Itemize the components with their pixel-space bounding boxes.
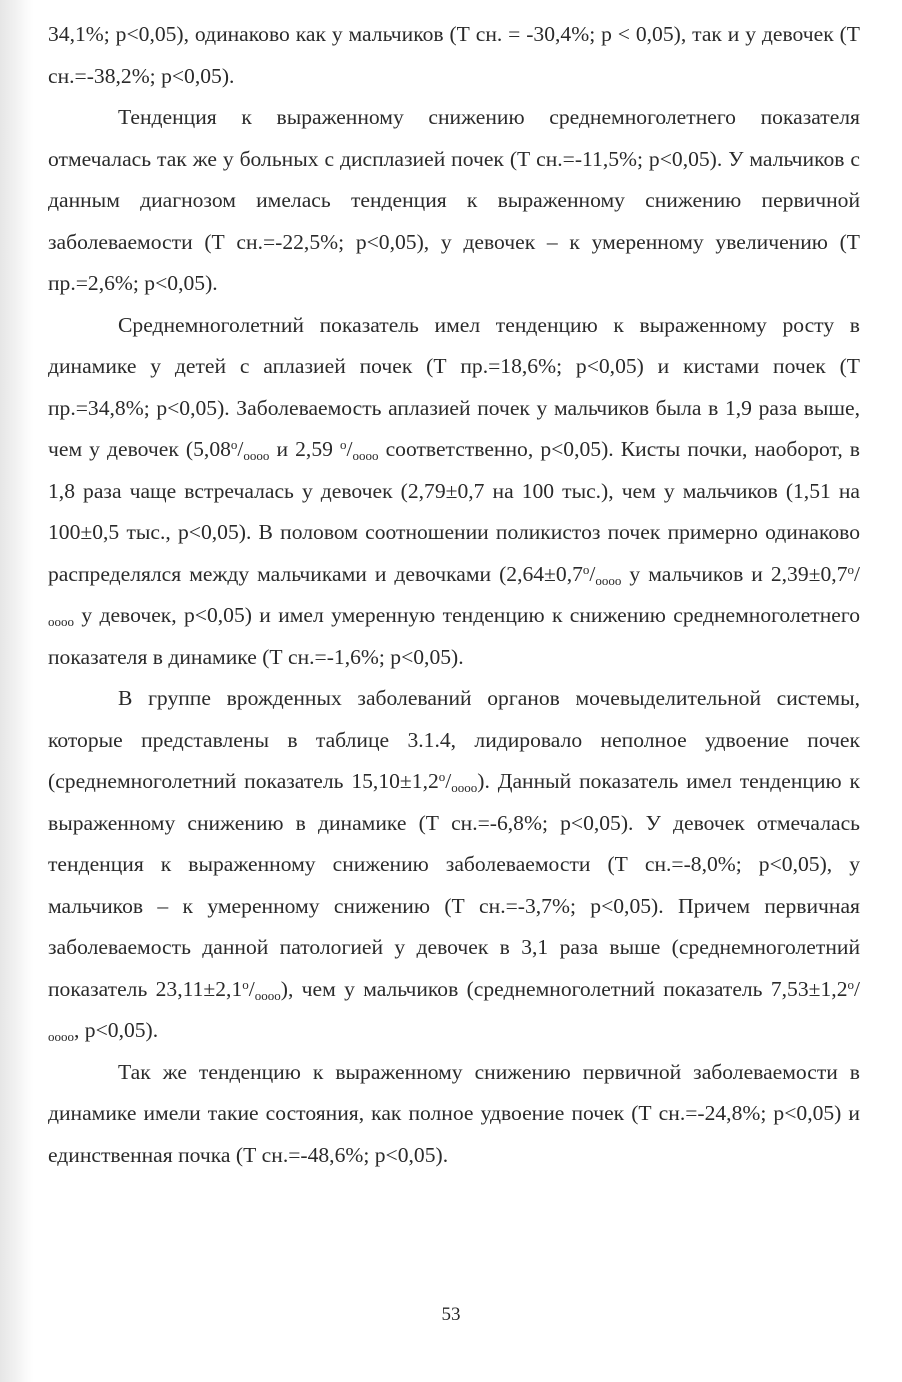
paragraph [48, 97, 860, 305]
subscript: оооо [595, 572, 622, 588]
document-body [48, 14, 860, 1176]
text-run: и 2,59 [269, 437, 340, 461]
text-run: Тенденция к выраженному снижению среднемноголетнего показателя отмечалась так же у больных с дисплазией почек (Т сн.=-11,5%; р<0,05). У мальчиков с данным диагнозом имелась тенденция к выраженному снижению первичной заболеваемости (Т сн.=-22,5%; р<0,05), у девочек – к умеренному увеличению (Т пр.=2,6%; р<0,05). [48, 105, 860, 295]
superscript: о [582, 561, 590, 577]
text-run: / [589, 561, 596, 586]
text-run: / [854, 561, 860, 586]
superscript: о [438, 769, 446, 784]
paragraph [48, 305, 860, 679]
paragraph [48, 14, 860, 97]
text-run: Так же тенденцию к выраженному снижению первичной заболеваемости в динамике имели такие состояния, как полное удвоение почек (Т сн.=-24,8%; р<0,05) и единственная почка (Т сн.=-48,6%; р<0,05). [48, 1059, 860, 1167]
text-run: / [237, 437, 244, 461]
subscript: оооо [254, 987, 281, 1003]
text-run: ). Данный показатель имел тенденцию к выраженному снижению в динамике (Т сн.=-6,8%; р<0,05). У девочек отмечалась тенденция к выраженному снижению заболеваемости (Т сн.=-8,0%; р<0,05), у мальчиков – к умеренному снижению (Т сн.=-3,7%; р<0,05). Причем первичная заболеваемость данной патологией у девочек в 3,1 раза выше (среднемноголетний показатель 23,11±2,1 [48, 769, 860, 1001]
superscript: о [847, 976, 854, 992]
subscript: оооо [48, 1029, 74, 1044]
subscript: оооо [243, 448, 270, 463]
text-run: В группе врожденных заболеваний органов мочевыделительной системы, которые представлены в таблице 3.1.4, лидировало неполное удвоение почек (среднемноголетний показатель 15,10±1,2 [48, 686, 860, 793]
text-run: , р<0,05). [74, 1018, 159, 1042]
text-run: / [854, 976, 860, 1001]
text-run: у девочек, р<0,05) и имел умеренную тенденцию к снижению среднемноголетнего показателя в динамике (Т сн.=-1,6%; р<0,05). [48, 603, 860, 669]
superscript: о [847, 561, 854, 577]
text-run: Среднемноголетний показатель имел тенденцию к выраженному росту в динамике у детей с аплазией почек (Т пр.=18,6%; р<0,05) и кистами почек (Т пр.=34,8%; р<0,05). Заболеваемость аплазией почек у мальчиков была в 1,9 раза выше, чем у девочек (5,08 [48, 312, 860, 461]
subscript: оооо [48, 614, 74, 629]
page-number: 53 [441, 1304, 461, 1325]
superscript: о [242, 976, 249, 992]
text-run: ), чем у мальчиков (среднемноголетний показатель 7,53±1,2 [280, 976, 848, 1001]
text-run: / [346, 437, 353, 461]
superscript: о [230, 437, 238, 452]
subscript: оооо [352, 448, 379, 463]
paragraph [48, 678, 860, 1052]
paragraph [48, 1052, 860, 1177]
superscript: о [340, 437, 347, 452]
text-run: / [445, 769, 452, 793]
text-run: / [248, 976, 255, 1001]
text-run: соответственно, р<0,05). Кисты почки, наоборот, в 1,8 раза чаще встречалась у девочек (2,79±0,7 на 100 тыс.), чем у мальчиков (1,51 на 100±0,5 тыс., р<0,05). В половом соотношении поликистоз почек примерно одинаково распределялся между мальчиками и девочками (2,64±0,7 [48, 437, 861, 586]
scan-edge-shadow [0, 0, 34, 1382]
subscript: оооо [451, 780, 478, 795]
text-run: 34,1%; р<0,05), одинаково как у мальчиков (Т сн. = -30,4%; р < 0,05), так и у девочек (Т сн.=-38,2%; р<0,05). [48, 22, 860, 88]
text-run: у мальчиков и 2,39±0,7 [621, 561, 848, 586]
